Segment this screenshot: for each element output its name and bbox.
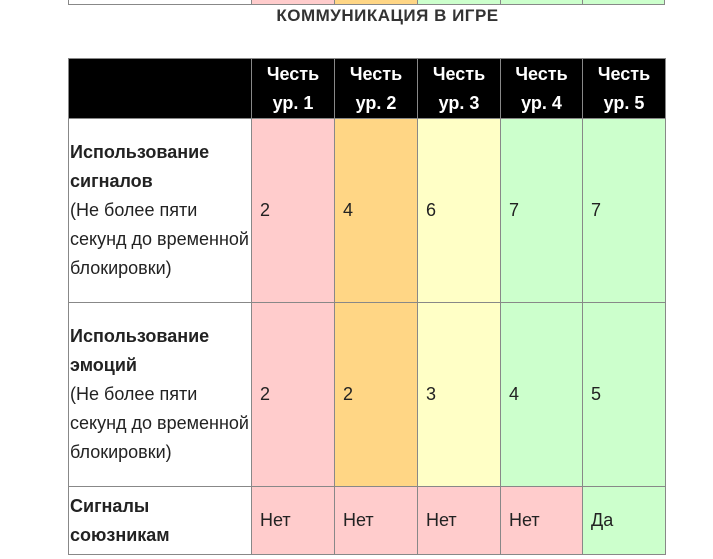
row-header-emotes <box>69 303 252 487</box>
remnant-cell <box>582 0 665 4</box>
table-row <box>69 303 666 487</box>
header-level: ур. 3 <box>438 92 480 113</box>
value-cell: 4 <box>335 119 418 303</box>
value-cell: Нет <box>418 487 501 555</box>
value-cell: 6 <box>418 119 501 303</box>
value-cell: 2 <box>252 119 335 303</box>
value-cell: 3 <box>418 303 501 487</box>
header-label: Честь <box>515 63 568 84</box>
header-level: ур. 1 <box>272 92 314 113</box>
value-cell: Нет <box>501 487 583 555</box>
value-cell: Нет <box>252 487 335 555</box>
remnant-cell <box>68 0 251 4</box>
value-cell: 4 <box>501 303 583 487</box>
remnant-cell <box>334 0 417 4</box>
table-row <box>69 119 666 303</box>
row-header-pings <box>69 119 252 303</box>
row-title: Использование эмоций <box>70 326 210 375</box>
header-label: Честь <box>349 63 403 84</box>
header-honor-level-4 <box>501 59 583 119</box>
value-cell: 5 <box>583 303 666 487</box>
row-title: Использование сигналов <box>70 142 210 191</box>
remnant-cell <box>251 0 334 4</box>
header-level: ур. 5 <box>603 92 645 113</box>
value-cell: 7 <box>501 119 583 303</box>
section-title: КОММУНИКАЦИЯ В ИГРЕ <box>276 6 499 25</box>
row-note: (Не более пяти секунд до временной блокировки) <box>70 200 249 278</box>
value-cell: Да <box>583 487 666 555</box>
header-empty-cell <box>69 59 252 119</box>
header-honor-level-2 <box>335 59 418 119</box>
table-header-row <box>69 59 666 119</box>
row-note: (Не более пяти секунд до временной блокировки) <box>70 384 249 462</box>
value-cell: Нет <box>335 487 418 555</box>
header-label: Честь <box>432 63 486 84</box>
row-header-ally-pings <box>69 487 252 555</box>
previous-table-remnant <box>68 0 665 5</box>
header-honor-level-3 <box>418 59 501 119</box>
header-label: Честь <box>266 63 320 84</box>
header-level: ур. 2 <box>355 92 397 113</box>
row-title: Сигналы союзникам <box>70 495 170 545</box>
value-cell: 2 <box>252 303 335 487</box>
value-cell: 7 <box>583 119 666 303</box>
header-label: Честь <box>597 63 651 84</box>
header-honor-level-5 <box>583 59 666 119</box>
header-level: ур. 4 <box>521 92 562 113</box>
remnant-cell <box>417 0 500 4</box>
value-cell: 2 <box>335 303 418 487</box>
remnant-cell <box>500 0 582 4</box>
header-honor-level-1 <box>252 59 335 119</box>
table-row <box>69 487 666 555</box>
honor-communication-table <box>68 58 666 555</box>
